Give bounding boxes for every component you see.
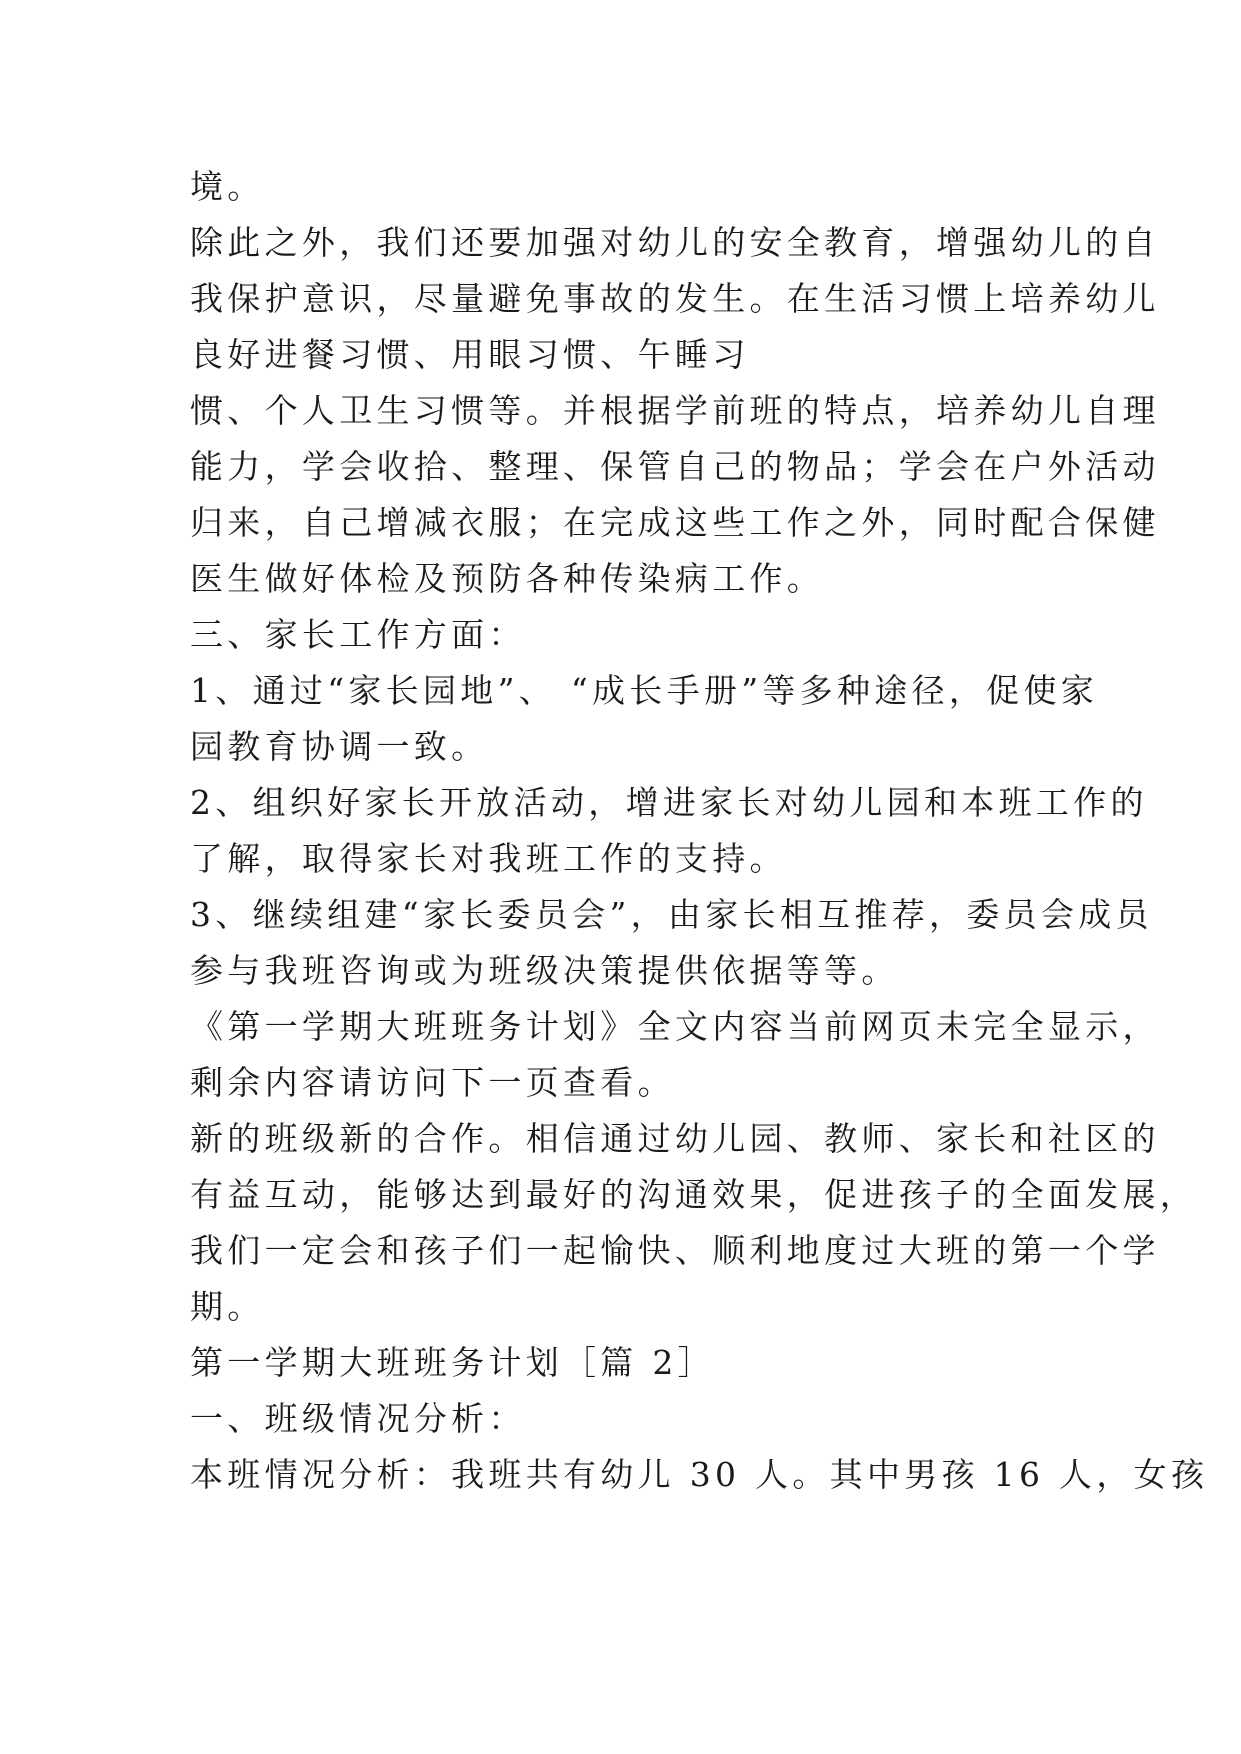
- text-line: 园教育协调一致。: [190, 727, 489, 766]
- text-line: 我们一定会和孩子们一起愉快、顺利地度过大班的第一个学: [190, 1231, 1160, 1270]
- text-line: 新的班级新的合作。相信通过幼儿园、教师、家长和社区的: [190, 1119, 1160, 1158]
- text-line: 有益互动，能够达到最好的沟通效果，促进孩子的全面发展，: [190, 1175, 1198, 1214]
- text-line: 能力，学会收拾、整理、保管自己的物品；学会在户外活动: [190, 447, 1160, 486]
- text-line: 境。: [190, 167, 265, 206]
- text-line: 期。: [190, 1287, 265, 1326]
- text-line: 了解，取得家长对我班工作的支持。: [190, 839, 787, 878]
- text-line: 1、通过“家长园地”、 “成长手册”等多种途径，促使家: [190, 671, 1099, 710]
- text-line: 除此之外，我们还要加强对幼儿的安全教育，增强幼儿的自: [190, 223, 1160, 262]
- text-line: 良好进餐习惯、用眼习惯、午睡习: [190, 335, 750, 374]
- text-line: 剩余内容请访问下一页查看。: [190, 1063, 675, 1102]
- text-line: 我保护意识，尽量避免事故的发生。在生活习惯上培养幼儿: [190, 279, 1160, 318]
- text-line: 2、组织好家长开放活动，增进家长对幼儿园和本班工作的: [190, 783, 1148, 822]
- text-line: 本班情况分析：我班共有幼儿 30 人。其中男孩 16 人，女孩: [190, 1455, 1209, 1494]
- article-heading: 第一学期大班班务计划［篇 2］: [190, 1343, 715, 1382]
- text-line: 《第一学期大班班务计划》全文内容当前网页未完全显示，: [190, 1007, 1160, 1046]
- text-line: 参与我班咨询或为班级决策提供依据等等。: [190, 951, 899, 990]
- text-line: 3、继续组建“家长委员会”，由家长相互推荐，委员会成员: [190, 895, 1153, 934]
- text-line: 归来，自己增减衣服；在完成这些工作之外，同时配合保健: [190, 503, 1160, 542]
- section-heading: 三、家长工作方面：: [190, 615, 526, 654]
- section-heading: 一、班级情况分析：: [190, 1399, 526, 1438]
- text-line: 医生做好体检及预防各种传染病工作。: [190, 559, 825, 598]
- text-line: 惯、个人卫生习惯等。并根据学前班的特点，培养幼儿自理: [190, 391, 1160, 430]
